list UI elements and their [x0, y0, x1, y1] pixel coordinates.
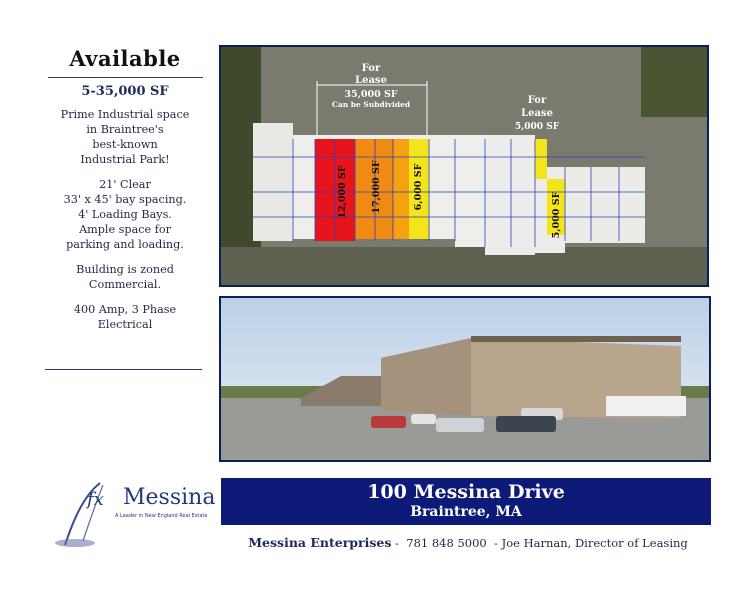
car-silver: [436, 418, 484, 432]
unit-label-12000: 12,000 SF: [337, 165, 348, 219]
zoning-line: Commercial.: [88, 278, 162, 291]
unit-label-5000: 5,000 SF: [551, 191, 562, 239]
description-line: in Braintree's: [86, 123, 164, 136]
lease-small-line2: Lease: [521, 108, 553, 119]
description-line: Prime Industrial space: [60, 108, 190, 121]
city-line: Braintree, MA: [410, 504, 522, 520]
building-roofline: [471, 336, 681, 342]
zoning: [45, 262, 205, 292]
heading-divider: [48, 77, 203, 78]
lease-small-line1: For: [527, 95, 547, 106]
zoning-line: Building is zoned: [76, 263, 174, 276]
description-line: Industrial Park!: [80, 153, 170, 166]
logo-swirl-icon: [45, 475, 125, 550]
description: [45, 107, 205, 167]
parking-lot-bottom: [221, 247, 707, 285]
feature-line: 21' Clear: [99, 178, 151, 191]
car-red: [371, 416, 406, 428]
unit-label-6000: 6,000 SF: [413, 163, 424, 211]
messina-logo: [45, 475, 216, 550]
lease-main-line2: Lease: [355, 75, 387, 86]
feature-line: 33' x 45' bay spacing.: [63, 193, 187, 206]
contact-separator: -: [391, 536, 407, 550]
lease-main-note: Can be Subdivided: [331, 100, 411, 109]
logo-name: Messina: [123, 485, 216, 510]
features: [45, 177, 205, 252]
unit-17000-ext: [393, 139, 409, 239]
feature-line: Ample space for: [79, 223, 171, 236]
building-photo: [219, 296, 711, 462]
electrical: [45, 302, 205, 332]
aerial-image: [221, 47, 707, 285]
feature-line: parking and loading.: [66, 238, 184, 251]
car-light: [411, 414, 436, 424]
aerial-site-plan: [219, 45, 709, 287]
phone-number[interactable]: 781 848 5000: [406, 536, 487, 550]
contact-line: [222, 535, 714, 550]
availability-panel: [45, 44, 205, 342]
logo-monogram: fx: [87, 489, 104, 510]
contact-separator: -: [486, 536, 502, 550]
address-line: 100 Messina Drive: [367, 481, 565, 503]
building-photo-image: [221, 298, 709, 460]
box-truck: [606, 396, 686, 416]
electrical-line: 400 Amp, 3 Phase: [73, 303, 177, 316]
unit-5000-top: [535, 139, 547, 179]
address-banner: [221, 478, 711, 525]
company-name: Messina Enterprises: [248, 535, 392, 550]
logo-tagline: A Leader in New England Real Estate: [115, 513, 208, 519]
sidebar-divider: [45, 369, 202, 370]
electrical-line: Electrical: [97, 318, 153, 331]
availability-heading: Available: [69, 46, 181, 71]
description-line: best-known: [92, 138, 158, 151]
lease-main-sf: 35,000 SF: [344, 89, 398, 100]
lease-small-sf: 5,000 SF: [514, 122, 560, 132]
unit-label-17000: 17,000 SF: [371, 160, 382, 214]
pickup-truck: [496, 416, 556, 432]
feature-line: 4' Loading Bays.: [78, 208, 172, 221]
trees-top-right: [641, 47, 707, 117]
size-range: 5-35,000 SF: [81, 84, 169, 99]
lease-main-line1: For: [361, 63, 381, 74]
contact-person: Joe Harnan, Director of Leasing: [501, 536, 688, 550]
